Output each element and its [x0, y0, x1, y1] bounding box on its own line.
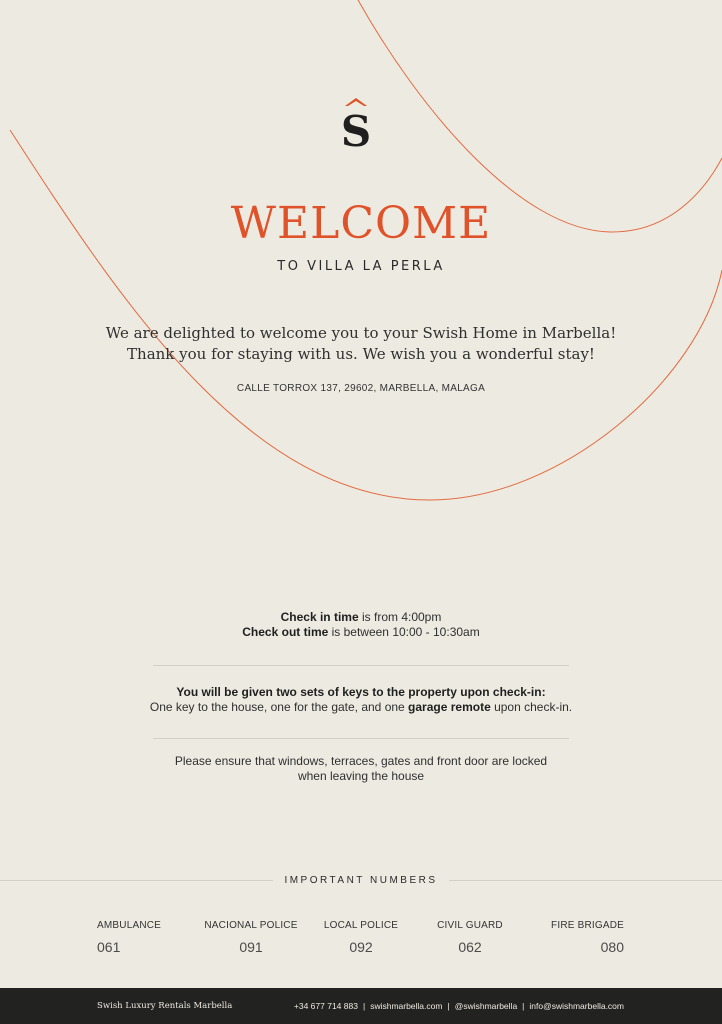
checkin-text: is from 4:00pm: [358, 610, 442, 624]
divider: [153, 738, 569, 739]
villa-subtitle: TO VILLA LA PERLA: [277, 259, 445, 274]
phone-number[interactable]: 091: [239, 939, 263, 955]
checkin-times: [0, 610, 722, 640]
phone-number[interactable]: 080: [600, 939, 624, 955]
number-label: LOCAL POLICE: [323, 920, 399, 931]
number-item-civil-guard: [410, 920, 530, 955]
brand-logo: [331, 94, 381, 150]
phone-number[interactable]: 061: [97, 939, 121, 955]
important-numbers-title: IMPORTANT NUMBERS: [284, 875, 438, 886]
intro-line-1: We are delighted to welcome you to your Swish Home in Marbella!: [105, 324, 617, 342]
svg-text:S: S: [340, 107, 372, 150]
lock-line-2: when leaving the house: [297, 769, 425, 783]
keys-line: One key to the house, one for the gate, and one garage remote upon check-in.: [149, 700, 573, 714]
footer: [0, 988, 722, 1024]
number-item-nacional-police: [191, 920, 311, 955]
decorative-curve-large: [10, 130, 722, 500]
phone-number[interactable]: 092: [349, 939, 373, 955]
checkout-label: Check out time: [242, 625, 329, 639]
checkin-label: Check in time: [280, 610, 359, 624]
intro-line-2: Thank you for staying with us. We wish you a wonderful stay!: [127, 345, 595, 363]
keys-heading: You will be given two sets of keys to the property upon check-in:: [176, 685, 546, 699]
property-address: CALLE TORROX 137, 29602, MARBELLA, MALAGA: [236, 383, 486, 394]
footer-phone[interactable]: +34 677 714 883: [293, 1001, 358, 1011]
footer-separator: |: [447, 1001, 450, 1011]
lock-reminder: [0, 754, 722, 784]
number-label: AMBULANCE: [97, 920, 162, 931]
footer-email-link[interactable]: info@swishmarbella.com: [529, 1001, 624, 1011]
footer-separator: |: [362, 1001, 366, 1011]
checkout-line: [0, 625, 722, 640]
number-label: CIVIL GUARD: [437, 920, 503, 931]
footer-website-link[interactable]: swishmarbella.com: [370, 1001, 443, 1011]
garage-remote: garage remote: [408, 700, 491, 714]
footer-contacts: [294, 1001, 624, 1011]
divider: [153, 665, 569, 666]
footer-separator: |: [522, 1001, 525, 1011]
checkout-text: is between 10:00 - 10:30am: [328, 625, 480, 639]
welcome-title: WELCOME: [230, 198, 492, 249]
number-item-local-police: [301, 920, 421, 955]
lock-line-1: Please ensure that windows, terraces, gates and front door are locked: [174, 754, 548, 768]
phone-number[interactable]: 062: [458, 939, 482, 955]
footer-brand: Swish Luxury Rentals Marbella: [97, 1001, 233, 1011]
number-label: FIRE BRIGADE: [551, 920, 624, 931]
number-label: NACIONAL POLICE: [204, 920, 298, 931]
number-item-fire-brigade: [524, 920, 624, 955]
intro-text: [0, 323, 722, 365]
checkin-line: [0, 610, 722, 625]
number-item-ambulance: [97, 920, 161, 955]
logo-mark: [331, 94, 381, 150]
footer-social-link[interactable]: @swishmarbella: [454, 1001, 518, 1011]
keys-info: [0, 685, 722, 715]
